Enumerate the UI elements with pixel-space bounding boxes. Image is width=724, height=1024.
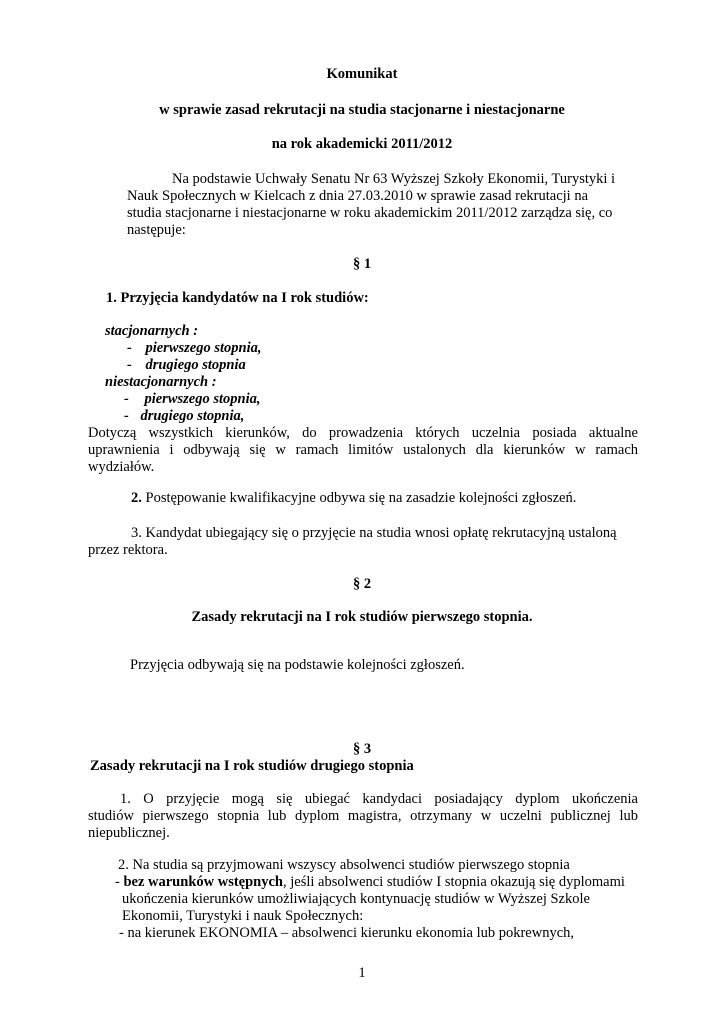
group-label-niestacjonarne: niestacjonarnych : [105,374,217,390]
section-3-point-2-line-4: Ekonomii, Turystyki i nauk Społecznych: [122,908,364,924]
group-label-stacjonarne: stacjonarnych : [105,323,199,339]
list-bullet: - [124,391,129,407]
section-3-mark: § 3 [352,741,372,757]
bold-phrase: bez warunków wstępnych [123,874,283,890]
section-1-paragraph-line-1: Dotyczą wszystkich kierunków, do prowadzenia których uczelnia posiada aktualne [88,425,638,441]
section-2-text: Przyjęcia odbywają się na podstawie kolejności zgłoszeń. [130,657,465,673]
list-item-text: drugiego stopnia [145,357,246,373]
section-1-point-2 [131,490,576,507]
list-bullet: - [127,340,132,356]
document-subtitle: w sprawie zasad rekrutacji na studia stacjonarne i niestacjonarne [159,102,565,118]
list-item-text: drugiego stopnia, [140,408,245,424]
section-1-paragraph-line-3: wydziałów. [88,459,155,475]
section-1-heading: 1. Przyjęcia kandydatów na I rok studiów: [106,290,369,306]
page-number: 1 [358,965,366,981]
section-2-mark: § 2 [352,576,372,592]
list-bullet: - [127,357,132,373]
list-bullet: - [124,408,129,424]
section-2-heading: Zasady rekrutacji na I rok studiów pierwszego stopnia. [191,609,533,625]
list-item [124,408,244,425]
section-3-point-1-line-2: studiów pierwszego stopnia lub dyplom magistra, otrzymany w uczelni publicznej lub [88,808,638,824]
intro-line-3: studia stacjonarne i niestacjonarne w roku akademickim 2011/2012 zarządza się, co [127,205,613,221]
intro-line-4: następuje: [127,222,186,238]
point-number: 2. [131,490,142,506]
section-1-point-3-line-1: 3. Kandydat ubiegający się o przyjęcie na studia wnosi opłatę rekrutacyjną ustaloną [131,525,617,541]
intro-line-2: Nauk Społecznych w Kielcach z dnia 27.03.2010 w sprawie zasad rekrutacji na [127,188,589,204]
section-3-heading: Zasady rekrutacji na I rok studiów drugiego stopnia [90,758,414,774]
list-item [124,391,260,408]
list-bullet: - [115,874,120,890]
section-1-point-3-line-2: przez rektora. [88,542,168,558]
point-text: Postępowanie kwalifikacyjne odbywa się na zasadzie kolejności zgłoszeń. [145,490,577,506]
section-3-point-2-line-5: - na kierunek EKONOMIA – absolwenci kierunku ekonomia lub pokrewnych, [119,925,575,941]
intro-line-1: Na podstawie Uchwały Senatu Nr 63 Wyższej Szkoły Ekonomii, Turystyki i [172,171,616,187]
document-title: Komunikat [326,66,398,82]
point-text: , jeśli absolwenci studiów I stopnia okazują się dyplomami [282,874,625,890]
section-3-point-2-line-1: 2. Na studia są przyjmowani wszyscy absolwenci studiów pierwszego stopnia [118,857,570,873]
academic-year-line: na rok akademicki 2011/2012 [271,136,453,152]
section-3-point-2-line-3: ukończenia kierunków umożliwiających kontynuację studiów w Wyższej Szkole [122,891,590,907]
list-item [127,357,246,374]
section-1-paragraph-line-2: uprawnienia i odbywają się w ramach limitów ustalonych dla kierunków w ramach [88,442,638,458]
list-item-text: pierwszego stopnia, [145,340,262,356]
section-3-point-2-line-2 [115,874,625,891]
list-item [127,340,261,357]
list-item-text: pierwszego stopnia, [144,391,261,407]
section-1-mark: § 1 [352,256,372,272]
section-3-point-1-line-1: 1. O przyjęcie mogą się ubiegać kandydaci posiadający dyplom ukończenia [120,791,638,807]
section-3-point-1-line-3: niepublicznej. [88,825,170,841]
